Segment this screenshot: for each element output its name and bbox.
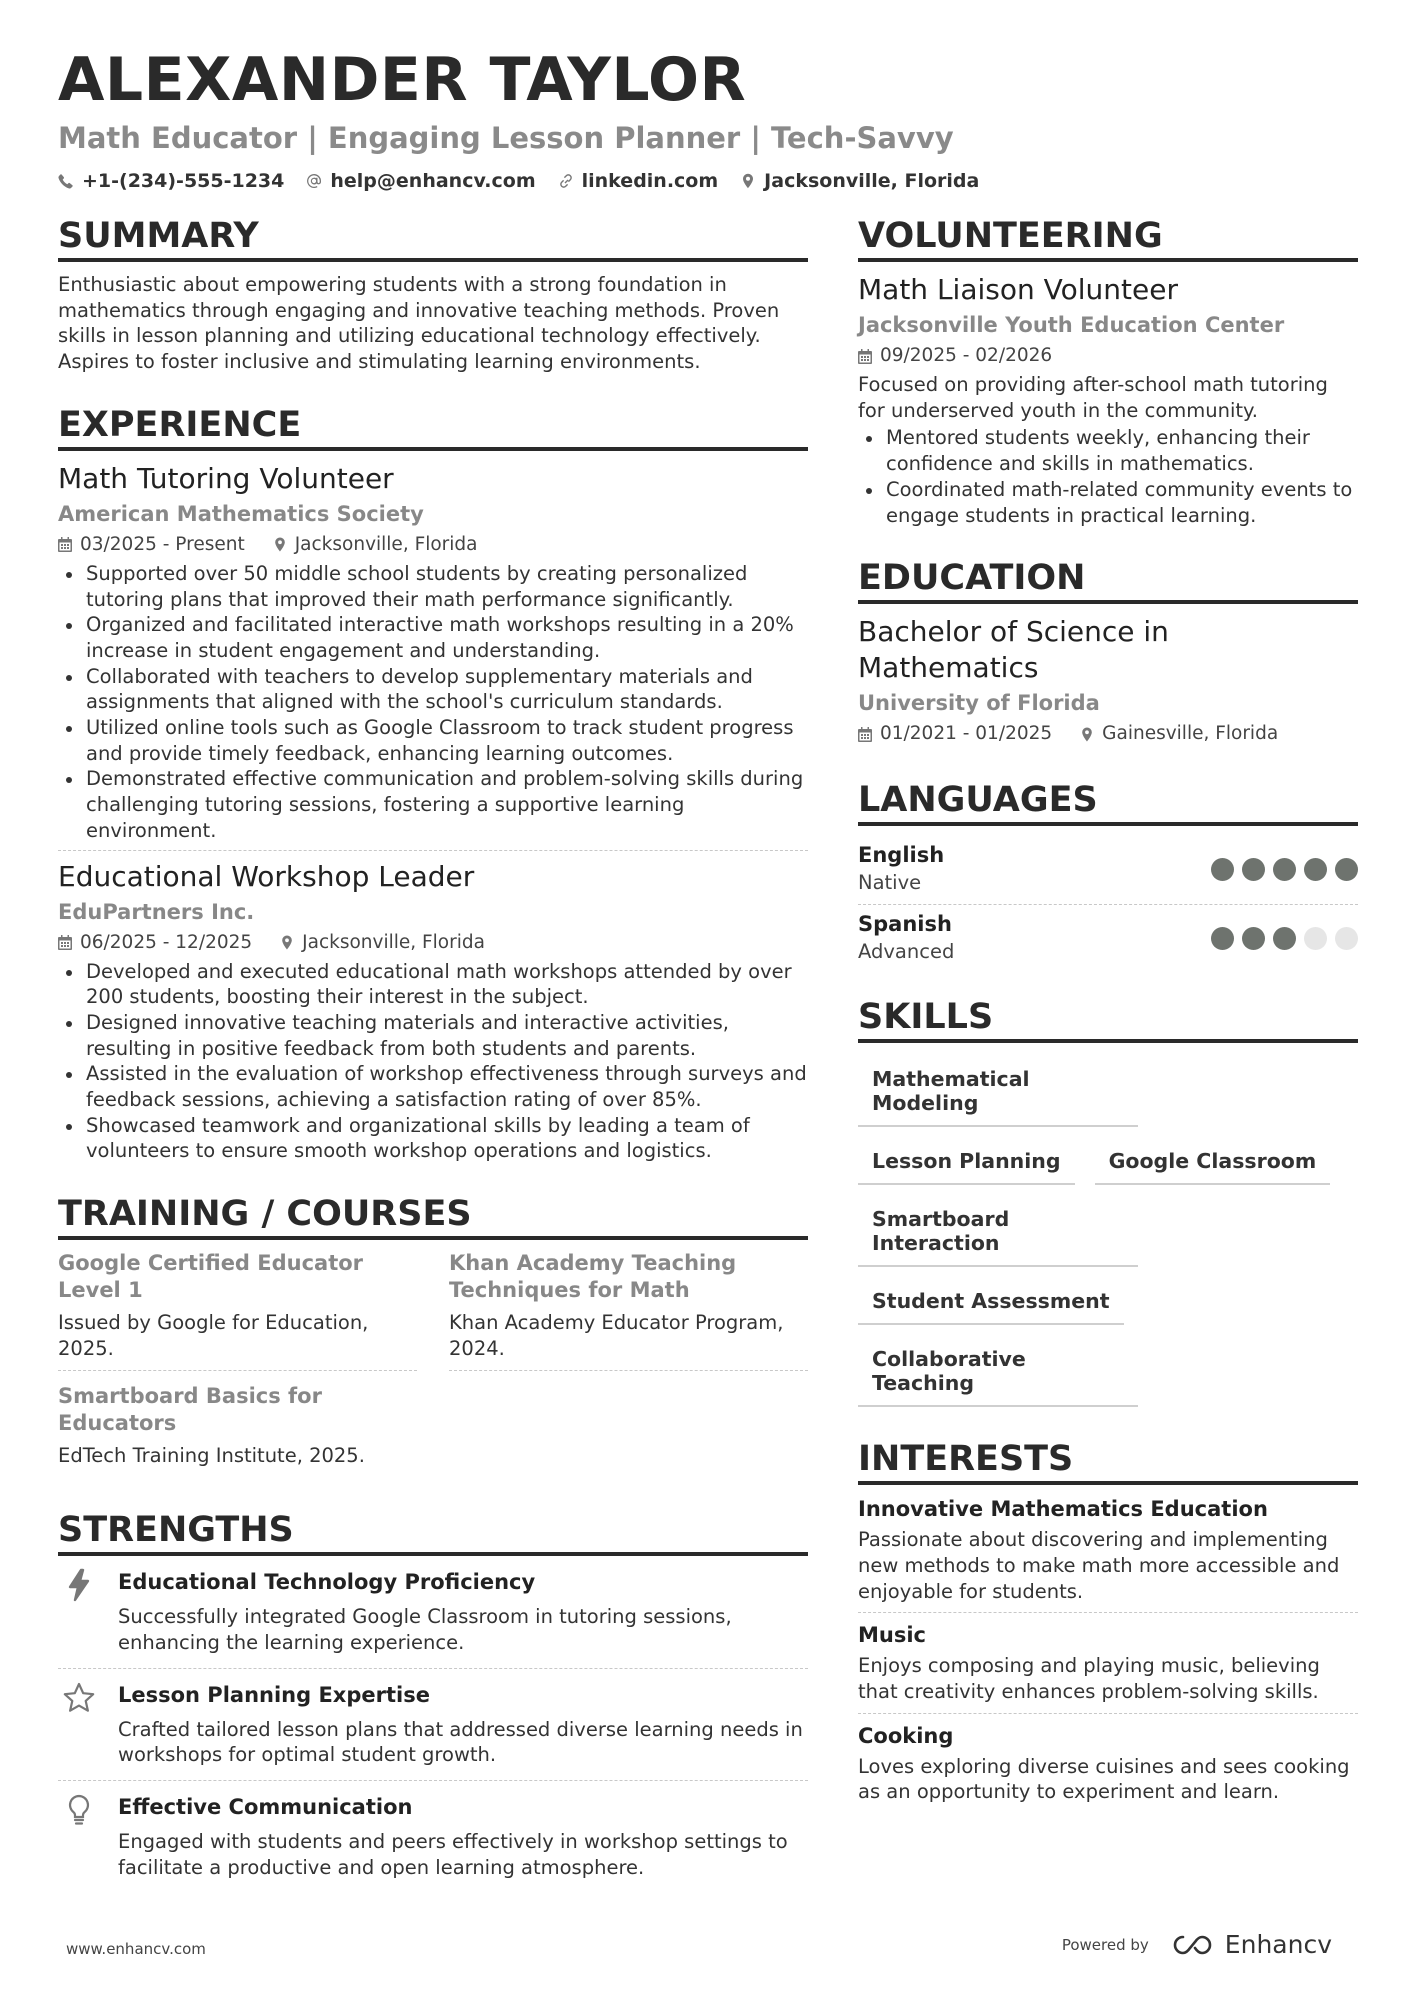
company-name: EduPartners Inc. bbox=[58, 899, 255, 924]
skill-tag: Smartboard Interaction bbox=[858, 1193, 1138, 1267]
star-icon bbox=[62, 1681, 96, 1715]
rating-dot-filled bbox=[1273, 927, 1296, 950]
footer-website[interactable]: www.enhancv.com bbox=[66, 1940, 206, 1958]
enhancv-logo-icon bbox=[1171, 1933, 1217, 1957]
language-rating bbox=[1211, 927, 1358, 950]
strength-icon-wrap bbox=[58, 1568, 118, 1655]
interest-item bbox=[858, 1495, 1358, 1613]
job-meta bbox=[58, 929, 808, 957]
language-name: Spanish bbox=[858, 912, 952, 937]
email-text: help@enhancv.com bbox=[330, 170, 536, 192]
training-desc: Khan Academy Educator Program, 2024. bbox=[449, 1311, 784, 1360]
skill-tag: Google Classroom bbox=[1095, 1135, 1331, 1185]
languages-section bbox=[858, 778, 1358, 973]
candidate-headline: Math Educator | Engaging Lesson Planner | Tech-Savvy bbox=[58, 121, 954, 155]
rating-dot-filled bbox=[1242, 927, 1265, 950]
calendar-icon bbox=[58, 537, 72, 552]
education-location bbox=[1080, 720, 1278, 748]
rating-dot-filled bbox=[1211, 858, 1234, 881]
strength-title: Effective Communication bbox=[118, 1795, 413, 1820]
volunteer-meta bbox=[858, 342, 1358, 370]
date-range: 01/2021 - 01/2025 bbox=[880, 723, 1053, 745]
location-pin-icon bbox=[280, 935, 294, 950]
strength-icon-wrap bbox=[58, 1793, 118, 1880]
calendar-icon bbox=[58, 935, 72, 950]
section-title-volunteering: VOLUNTEERING bbox=[858, 214, 1358, 262]
contact-phone[interactable] bbox=[58, 170, 284, 192]
interests-section bbox=[858, 1437, 1358, 1813]
section-title-summary: SUMMARY bbox=[58, 214, 808, 262]
strength-title: Lesson Planning Expertise bbox=[118, 1682, 430, 1707]
left-column bbox=[58, 214, 808, 1893]
training-title: Khan Academy Teaching Techniques for Math bbox=[449, 1251, 737, 1303]
calendar-icon bbox=[858, 349, 872, 364]
powered-by-label: Powered by bbox=[1061, 1935, 1149, 1954]
bullet-item: Designed innovative teaching materials and interactive activities, resulting in positive feedback from both students and parents. bbox=[58, 1010, 808, 1061]
interest-item bbox=[858, 1613, 1358, 1713]
strength-title: Educational Technology Proficiency bbox=[118, 1570, 536, 1595]
school-name: University of Florida bbox=[858, 691, 1100, 716]
language-info bbox=[858, 911, 954, 965]
contact-location bbox=[740, 170, 979, 192]
rating-dot-filled bbox=[1242, 858, 1265, 881]
location-pin-icon bbox=[740, 173, 756, 189]
date-range: 09/2025 - 02/2026 bbox=[880, 345, 1053, 366]
rating-dot-filled bbox=[1304, 858, 1327, 881]
bullet-item: Coordinated math-related community events to engage students in practical learning. bbox=[858, 477, 1358, 528]
experience-entry bbox=[58, 461, 808, 851]
training-title: Google Certified Educator Level 1 bbox=[58, 1251, 364, 1303]
lightbulb-icon bbox=[62, 1793, 96, 1827]
volunteer-bullets bbox=[858, 425, 1358, 528]
strength-item bbox=[58, 1781, 808, 1892]
interest-title: Cooking bbox=[858, 1723, 954, 1748]
summary-section bbox=[58, 214, 808, 375]
brand-name: Enhancv bbox=[1224, 1930, 1332, 1959]
experience-section bbox=[58, 403, 808, 1164]
at-icon bbox=[306, 173, 322, 189]
job-meta bbox=[58, 531, 808, 559]
skill-tag: Collaborative Teaching bbox=[858, 1333, 1138, 1407]
interest-title: Innovative Mathematics Education bbox=[858, 1497, 1268, 1522]
company-name: American Mathematics Society bbox=[58, 501, 424, 526]
contact-linkedin[interactable] bbox=[558, 170, 719, 192]
right-column bbox=[858, 214, 1358, 1813]
volunteering-section bbox=[858, 214, 1358, 528]
interest-desc: Loves exploring diverse cuisines and sees cooking as an opportunity to experiment and learn. bbox=[858, 1754, 1350, 1804]
lightning-icon bbox=[62, 1568, 96, 1602]
resume-header bbox=[58, 44, 1358, 192]
strengths-section bbox=[58, 1508, 808, 1892]
job-title: Educational Workshop Leader bbox=[58, 859, 475, 893]
bullet-item: Assisted in the evaluation of workshop effectiveness through surveys and feedback sessions, achieving a satisfaction rating of over 85%. bbox=[58, 1061, 808, 1112]
strength-body bbox=[118, 1793, 808, 1880]
section-title-experience: EXPERIENCE bbox=[58, 403, 808, 451]
location-pin-icon bbox=[273, 537, 287, 552]
strength-icon-wrap bbox=[58, 1681, 118, 1768]
job-location bbox=[273, 531, 478, 559]
interest-item bbox=[858, 1714, 1358, 1813]
phone-icon bbox=[58, 173, 74, 189]
skill-tag: Mathematical Modeling bbox=[858, 1053, 1138, 1127]
volunteer-org: Jacksonville Youth Education Center bbox=[858, 313, 1285, 337]
training-section bbox=[58, 1192, 808, 1488]
language-info bbox=[858, 842, 944, 896]
training-item bbox=[58, 1383, 417, 1477]
strength-body bbox=[118, 1568, 808, 1655]
bullet-item: Organized and facilitated interactive math workshops resulting in a 20% increase in student engagement and understanding. bbox=[58, 612, 808, 663]
skills-section bbox=[858, 995, 1358, 1415]
strength-item bbox=[58, 1566, 808, 1668]
rating-dot-filled bbox=[1273, 858, 1296, 881]
rating-dot-empty bbox=[1335, 927, 1358, 950]
bullet-item: Utilized online tools such as Google Classroom to track student progress and provide timely feedback, enhancing learning outcomes. bbox=[58, 715, 808, 766]
training-title: Smartboard Basics for Educators bbox=[58, 1383, 322, 1435]
language-level: Native bbox=[858, 871, 922, 895]
calendar-icon bbox=[858, 727, 872, 742]
job-title: Math Tutoring Volunteer bbox=[58, 461, 394, 495]
location-pin-icon bbox=[1080, 727, 1094, 742]
training-item bbox=[58, 1250, 417, 1370]
language-name: English bbox=[858, 843, 945, 868]
section-title-skills: SKILLS bbox=[858, 995, 1358, 1043]
strength-body bbox=[118, 1681, 808, 1768]
job-dates bbox=[58, 929, 252, 957]
strength-desc: Engaged with students and peers effectively in workshop settings to facilitate a productive and open learning atmosphere. bbox=[118, 1830, 788, 1879]
bullet-item: Showcased teamwork and organizational skills by leading a team of volunteers to ensure smooth workshop operations and logistics. bbox=[58, 1113, 808, 1164]
strength-desc: Successfully integrated Google Classroom in tutoring sessions, enhancing the learning experience. bbox=[118, 1605, 732, 1654]
skill-tag: Student Assessment bbox=[858, 1275, 1124, 1325]
section-title-languages: LANGUAGES bbox=[858, 778, 1358, 826]
language-row bbox=[858, 836, 1358, 905]
bullet-item: Collaborated with teachers to develop supplementary materials and assignments that aligned with the school's curriculum standards. bbox=[58, 664, 808, 715]
training-grid bbox=[58, 1250, 808, 1488]
skill-tag: Lesson Planning bbox=[858, 1135, 1075, 1185]
section-title-education: EDUCATION bbox=[858, 556, 1358, 604]
summary-text: Enthusiastic about empowering students with a strong foundation in mathematics through engaging and innovative teaching methods. Proven skills in lesson planning and utilizing educational technology effectively. Aspires to foster inclusive and stimulating learning environments. bbox=[58, 273, 780, 374]
training-desc: EdTech Training Institute, 2025. bbox=[58, 1443, 365, 1467]
education-dates bbox=[858, 720, 1052, 748]
candidate-name: ALEXANDER TAYLOR bbox=[58, 45, 747, 115]
job-bullets bbox=[58, 561, 808, 844]
location-label: Jacksonville, Florida bbox=[294, 533, 478, 555]
interest-title: Music bbox=[858, 1623, 926, 1648]
job-bullets bbox=[58, 959, 808, 1165]
volunteer-dates bbox=[858, 342, 1052, 370]
training-desc: Issued by Google for Education, 2025. bbox=[58, 1311, 369, 1360]
bullet-item: Developed and executed educational math workshops attended by over 200 students, boosting their interest in the subject. bbox=[58, 959, 808, 1010]
education-section bbox=[858, 556, 1358, 748]
language-rating bbox=[1211, 858, 1358, 881]
footer-branding bbox=[1062, 1930, 1332, 1959]
linkedin-text: linkedin.com bbox=[581, 170, 719, 192]
strength-item bbox=[58, 1669, 808, 1781]
education-meta bbox=[858, 720, 1358, 748]
contact-bar bbox=[58, 170, 1358, 192]
training-item bbox=[449, 1250, 808, 1370]
rating-dot-empty bbox=[1304, 927, 1327, 950]
bullet-item: Supported over 50 middle school students by creating personalized tutoring plans that improved their math performance significantly. bbox=[58, 561, 808, 612]
location-text: Jacksonville, Florida bbox=[764, 170, 980, 192]
language-level: Advanced bbox=[858, 940, 955, 964]
rating-dot-filled bbox=[1211, 927, 1234, 950]
date-range: 06/2025 - 12/2025 bbox=[80, 931, 253, 953]
bullet-item: Demonstrated effective communication and problem-solving skills during challenging tutoring sessions, fostering a supportive learning environment. bbox=[58, 766, 808, 843]
skills-list bbox=[858, 1053, 1338, 1415]
brand-logo[interactable] bbox=[1171, 1930, 1332, 1959]
section-title-interests: INTERESTS bbox=[858, 1437, 1358, 1485]
degree: Bachelor of Science in Mathematics bbox=[858, 615, 1169, 685]
bullet-item: Mentored students weekly, enhancing their confidence and skills in mathematics. bbox=[858, 425, 1358, 476]
job-dates bbox=[58, 531, 245, 559]
section-title-strengths: STRENGTHS bbox=[58, 1508, 808, 1556]
phone-text: +1-(234)-555-1234 bbox=[82, 170, 285, 192]
link-icon bbox=[558, 173, 574, 189]
location-label: Jacksonville, Florida bbox=[302, 931, 485, 953]
job-location bbox=[280, 929, 485, 957]
strength-desc: Crafted tailored lesson plans that addressed diverse learning needs in workshops for optimal student growth. bbox=[118, 1717, 803, 1767]
contact-email[interactable] bbox=[306, 170, 535, 192]
section-title-training: TRAINING / COURSES bbox=[58, 1192, 808, 1240]
language-row bbox=[858, 905, 1358, 973]
rating-dot-filled bbox=[1335, 858, 1358, 881]
volunteer-role: Math Liaison Volunteer bbox=[858, 273, 1178, 306]
interest-desc: Passionate about discovering and implementing new methods to make math more accessible and enjoyable for students. bbox=[858, 1528, 1340, 1603]
volunteer-desc: Focused on providing after-school math tutoring for underserved youth in the community. bbox=[858, 373, 1328, 422]
interest-desc: Enjoys composing and playing music, believing that creativity enhances problem-solving skills. bbox=[858, 1654, 1320, 1704]
experience-entry bbox=[58, 851, 808, 1165]
location-label: Gainesville, Florida bbox=[1102, 723, 1279, 745]
date-range: 03/2025 - Present bbox=[80, 533, 245, 555]
